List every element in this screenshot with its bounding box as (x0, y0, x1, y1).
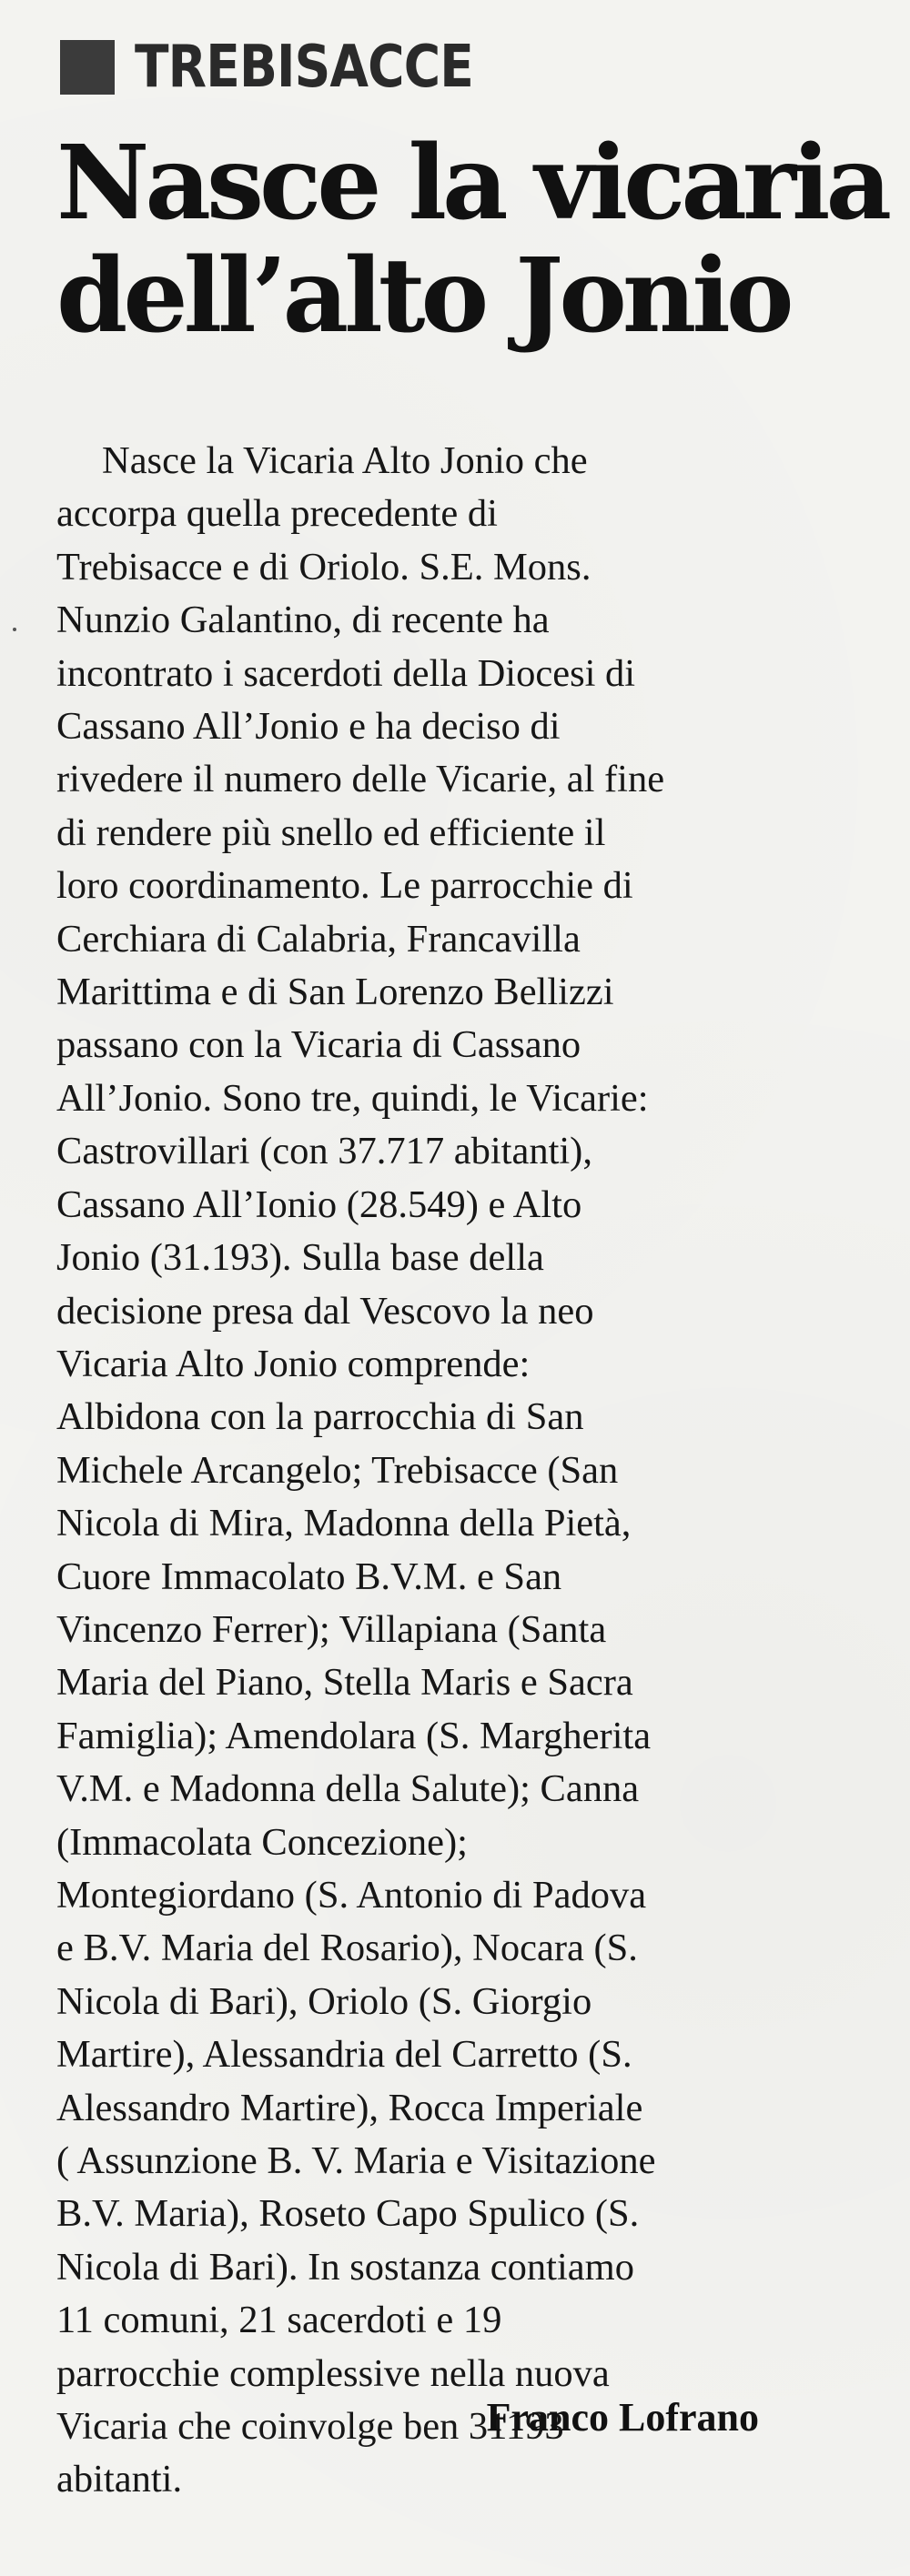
body-line: Nunzio Galantino, di recente ha (56, 599, 550, 642)
section-kicker (60, 35, 529, 100)
section-square-icon (60, 40, 115, 95)
body-line: Cuore Immacolato B.V.M. e San (56, 1555, 562, 1598)
body-line: Cerchiara di Calabria, Francavilla (56, 917, 581, 961)
body-line: Nicola di Bari). In sostanza contiamo (56, 2245, 634, 2289)
body-line: Martire), Alessandria del Carretto (S. (56, 2033, 632, 2077)
author-byline: Franco Lofrano (486, 2395, 759, 2440)
body-line: Michele Arcangelo; Trebisacce (San (56, 1448, 619, 1492)
body-line: Famiglia); Amendolara (S. Margherita (56, 1714, 652, 1757)
body-line: Vicaria Alto Jonio comprende: (56, 1342, 531, 1385)
body-line: Nicola di Bari), Oriolo (S. Giorgio (56, 1979, 592, 2023)
body-line: Alessandro Martire), Rocca Imperiale (56, 2086, 643, 2129)
body-line: loro coordinamento. Le parrocchie di (56, 864, 633, 908)
body-line: abitanti. (56, 2458, 183, 2501)
body-line: Trebisacce e di Oriolo. S.E. Mons. (56, 545, 592, 589)
article-headline (56, 124, 888, 356)
body-line: Nasce la Vicaria Alto Jonio che (102, 439, 588, 482)
body-line: V.M. e Madonna della Salute); Canna (56, 1767, 640, 1811)
body-line: incontrato i sacerdoti della Diocesi di (56, 651, 636, 695)
body-line: B.V. Maria), Roseto Capo Spulico (S. (56, 2192, 640, 2236)
body-line: parrocchie complessive nella nuova (56, 2351, 610, 2395)
body-line: passano con la Vicaria di Cassano (56, 1023, 581, 1067)
body-line: Cassano All’Ionio (28.549) e Alto (56, 1182, 582, 1226)
headline-line: Nasce la vicaria (56, 124, 888, 243)
scan-speck (13, 628, 16, 631)
section-label: TREBISACCE (135, 34, 473, 101)
body-line: (Immacolata Concezione); (56, 1820, 468, 1864)
body-line: Vicaria che coinvolge ben 31193 (56, 2405, 564, 2449)
article-body (56, 435, 875, 2507)
body-line: Nicola di Mira, Madonna della Pietà, (56, 1502, 632, 1545)
body-line: di rendere più snello ed efficiente il (56, 810, 606, 854)
headline-line: dell’alto Jonio (56, 236, 790, 356)
body-line: ( Assunzione B. V. Maria e Visitazione (56, 2139, 656, 2182)
body-line: Montegiordano (S. Antonio di Padova (56, 1873, 647, 1917)
body-line: 11 comuni, 21 sacerdoti e 19 (56, 2299, 502, 2342)
body-line: Marittima e di San Lorenzo Bellizzi (56, 971, 614, 1014)
body-line: decisione presa dal Vescovo la neo (56, 1289, 594, 1333)
body-line: Maria del Piano, Stella Maris e Sacra (56, 1661, 633, 1705)
body-line: accorpa quella precedente di (56, 492, 498, 536)
body-line: Albidona con la parrocchia di San (56, 1395, 584, 1439)
body-line: Castrovillari (con 37.717 abitanti), (56, 1130, 592, 1173)
body-line: Cassano All’Jonio e ha deciso di (56, 705, 561, 749)
body-line: Vincenzo Ferrer); Villapiana (Santa (56, 1607, 607, 1651)
body-line: Jonio (31.193). Sulla base della (56, 1236, 544, 1280)
body-line: All’Jonio. Sono tre, quindi, le Vicarie: (56, 1076, 649, 1120)
body-line: e B.V. Maria del Rosario), Nocara (S. (56, 1927, 638, 1970)
body-line: rivedere il numero delle Vicarie, al fine (56, 758, 665, 801)
